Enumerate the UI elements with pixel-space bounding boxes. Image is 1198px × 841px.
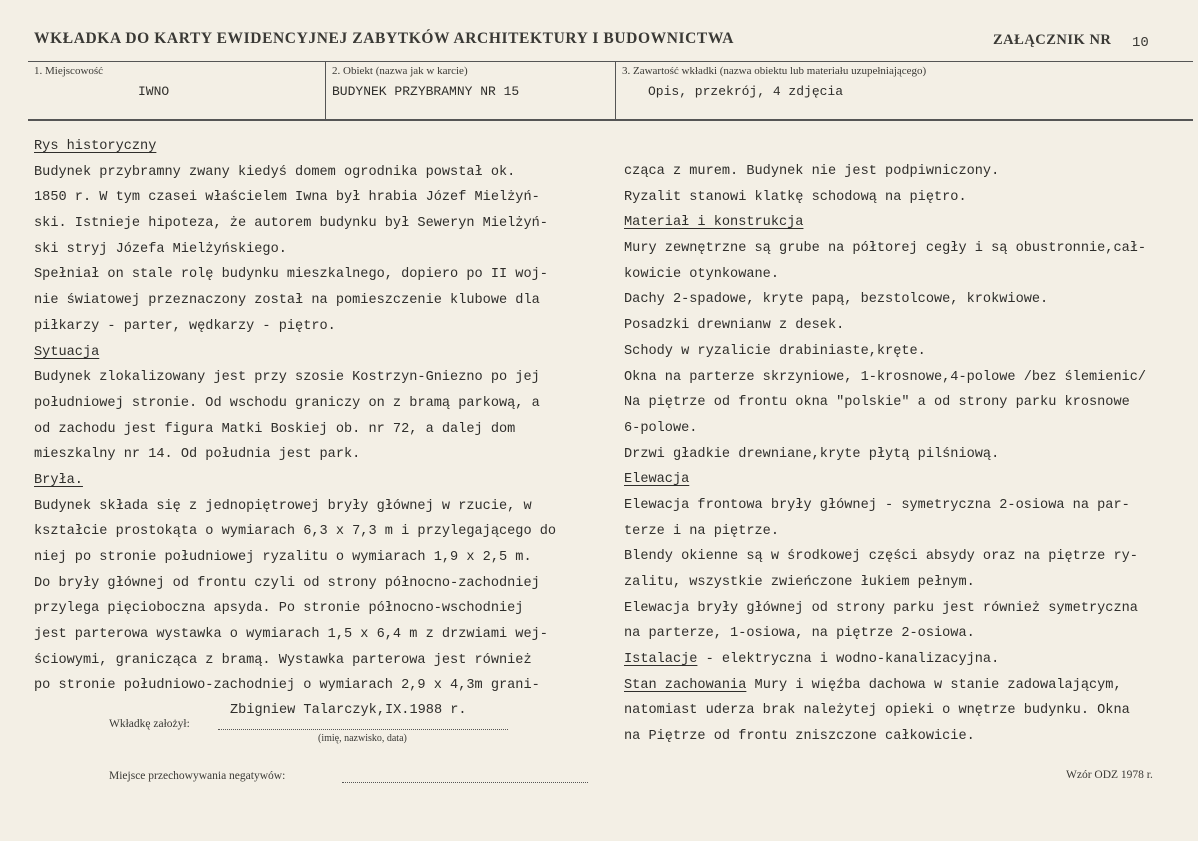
form-template-id: Wzór ODZ 1978 r.	[1066, 769, 1153, 781]
text-line: Okna na parterze skrzyniowe, 1-krosnowe,4-polowe /bez ślemienic/	[624, 369, 1147, 385]
text-line: mieszkalny nr 14. Od południa jest park.	[34, 447, 361, 463]
text-line: Blendy okienne są w środkowej części absydy oraz na piętrze ry-	[624, 549, 1138, 565]
text-line: od zachodu jest figura Matki Boskiej ob. nr 72, a dalej dom	[34, 421, 516, 437]
text-line: niej po stronie południowej ryzalitu o wymiarach 1,9 x 2,5 m.	[34, 550, 532, 565]
text-line: piłkarzy - parter, wędkarzy - piętro.	[34, 318, 336, 334]
text-line: Ryzalit stanowi klatkę schodową na piętro.	[624, 189, 967, 205]
description-right-column	[624, 159, 1194, 750]
founder-caption: (imię, nazwisko, data)	[318, 733, 407, 744]
object-label: 2. Obiekt (nazwa jak w karcie)	[332, 65, 468, 77]
annex-number: 10	[1132, 35, 1149, 51]
text-line: Elewacja frontowa bryły głównej - symetryczna 2-osiowa na par-	[624, 497, 1130, 513]
object-cell	[325, 62, 615, 119]
annex-label: ZAŁĄCZNIK NR	[993, 32, 1112, 48]
text-line: Budynek przybramny zwany kiedyś domem ogrodnika powstał ok.	[34, 164, 516, 180]
text-line: zalitu, wszystkie zwieńczone łukiem pełnym.	[624, 575, 975, 590]
section-heading-form: Bryła.	[34, 472, 83, 488]
text-line: na parterze, 1-osiowa, na piętrze 2-osiowa.	[624, 626, 975, 642]
contents-label: 3. Zawartość wkładki (nazwa obiektu lub materiału uzupełniającego)	[622, 65, 927, 77]
text-line: Budynek składa się z jednopiętrowej bryły głównej w rzucie, w	[34, 498, 532, 514]
founder-label: Wkładkę założył:	[109, 718, 190, 730]
installations-text: - elektryczna i wodno-kanalizacyjna.	[697, 652, 1000, 668]
text-line: Dachy 2-spadowe, kryte papą, bezstolcowe, krokwiowe.	[624, 292, 1049, 308]
negatives-label: Miejsce przechowywania negatywów:	[109, 770, 286, 782]
text-line: terze i na piętrze.	[624, 523, 779, 539]
contents-value: Opis, przekrój, 4 zdjęcia	[648, 84, 844, 99]
text-line: Na piętrze od frontu okna "polskie" a od strony parku krosnowe	[624, 395, 1130, 411]
founder-value: Zbigniew Talarczyk,IX.1988 r.	[230, 703, 467, 718]
text-line-condition	[624, 673, 1194, 699]
section-heading-installations: Istalacje	[624, 652, 698, 668]
text-line: Spełniał on stale rolę budynku mieszkalnego, dopiero po II woj-	[34, 267, 548, 283]
text-line: Mury zewnętrzne są grube na półtorej cegły i są obustronnie,cał-	[624, 241, 1147, 257]
text-line: Drzwi gładkie drewniane,kryte płytą pilśniową.	[624, 446, 1000, 462]
text-line: Elewacja bryły głównej od strony parku jest również symetryczna	[624, 600, 1138, 616]
text-line: nie światowej przeznaczony został na pomieszczenie klubowe dla	[34, 293, 540, 309]
object-value: BUDYNEK PRZYBRAMNY NR 15	[332, 84, 520, 99]
text-line: 1850 r. W tym czasei właścielem Iwna był hrabia Józef Mielżyń-	[34, 190, 540, 206]
section-heading-elevation: Elewacja	[624, 472, 690, 488]
text-line: po stronie południowo-zachodniej o wymiarach 2,9 x 4,3m grani-	[34, 678, 540, 694]
text-line: Posadzki drewnianw z desek.	[624, 318, 845, 334]
condition-text: Mury i więźba dachowa w stanie zadowalającym,	[746, 677, 1122, 693]
text-line: ski stryj Józefa Mielżyńskiego.	[34, 241, 287, 257]
text-line: jest parterowa wystawka o wymiarach 1,5 x 6,4 m z drzwiami wej-	[34, 627, 548, 643]
text-line: kształcie prostokąta o wymiarach 6,3 x 7,3 m i przylegającego do	[34, 524, 557, 540]
text-line: Do bryły głównej od frontu czyli od strony północno-zachodniej	[34, 575, 540, 591]
negatives-dotted-line	[342, 782, 588, 783]
text-line: ściowymi, granicząca z bramą. Wystawka parterowa jest również	[34, 652, 532, 668]
text-line: natomiast uderza brak należytej opieki o wnętrze budynku. Okna	[624, 703, 1130, 719]
text-line: ski. Istnieje hipoteza, że autorem budynku był Seweryn Mielżyń-	[34, 216, 548, 232]
section-heading-condition: Stan zachowania	[624, 677, 747, 693]
locality-cell	[28, 62, 324, 119]
founder-dotted-line	[218, 729, 508, 730]
text-line: Schody w ryzalicie drabiniaste,kręte.	[624, 343, 926, 359]
text-line: cząca z murem. Budynek nie jest podpiwniczony.	[624, 164, 1000, 179]
locality-value: IWNO	[138, 84, 170, 99]
contents-cell	[615, 62, 1194, 119]
description-left-column	[34, 134, 600, 699]
section-heading-material: Materiał i konstrukcja	[624, 215, 804, 231]
header-fields-row	[28, 61, 1193, 121]
text-line: przylega pięcioboczna apsyda. Po stronie północno-wschodniej	[34, 601, 524, 617]
text-line: Budynek zlokalizowany jest przy szosie Kostrzyn-Gniezno po jej	[34, 370, 540, 386]
text-line: południowej stronie. Od wschodu graniczy on z bramą parkową, a	[34, 395, 540, 411]
text-line: 6-polowe.	[624, 420, 698, 436]
locality-label: 1. Miejscowość	[34, 65, 104, 77]
text-line: kowicie otynkowane.	[624, 266, 779, 282]
section-heading-situation: Sytuacja	[34, 344, 100, 360]
section-heading-history: Rys historyczny	[34, 139, 157, 154]
text-line: na Piętrze od frontu zniszczone całkowicie.	[624, 729, 975, 745]
form-title: WKŁADKA DO KARTY EWIDENCYJNEJ ZABYTKÓW ARCHITEKTURY I BUDOWNICTWA	[34, 30, 735, 47]
text-line-installations	[624, 647, 1194, 673]
